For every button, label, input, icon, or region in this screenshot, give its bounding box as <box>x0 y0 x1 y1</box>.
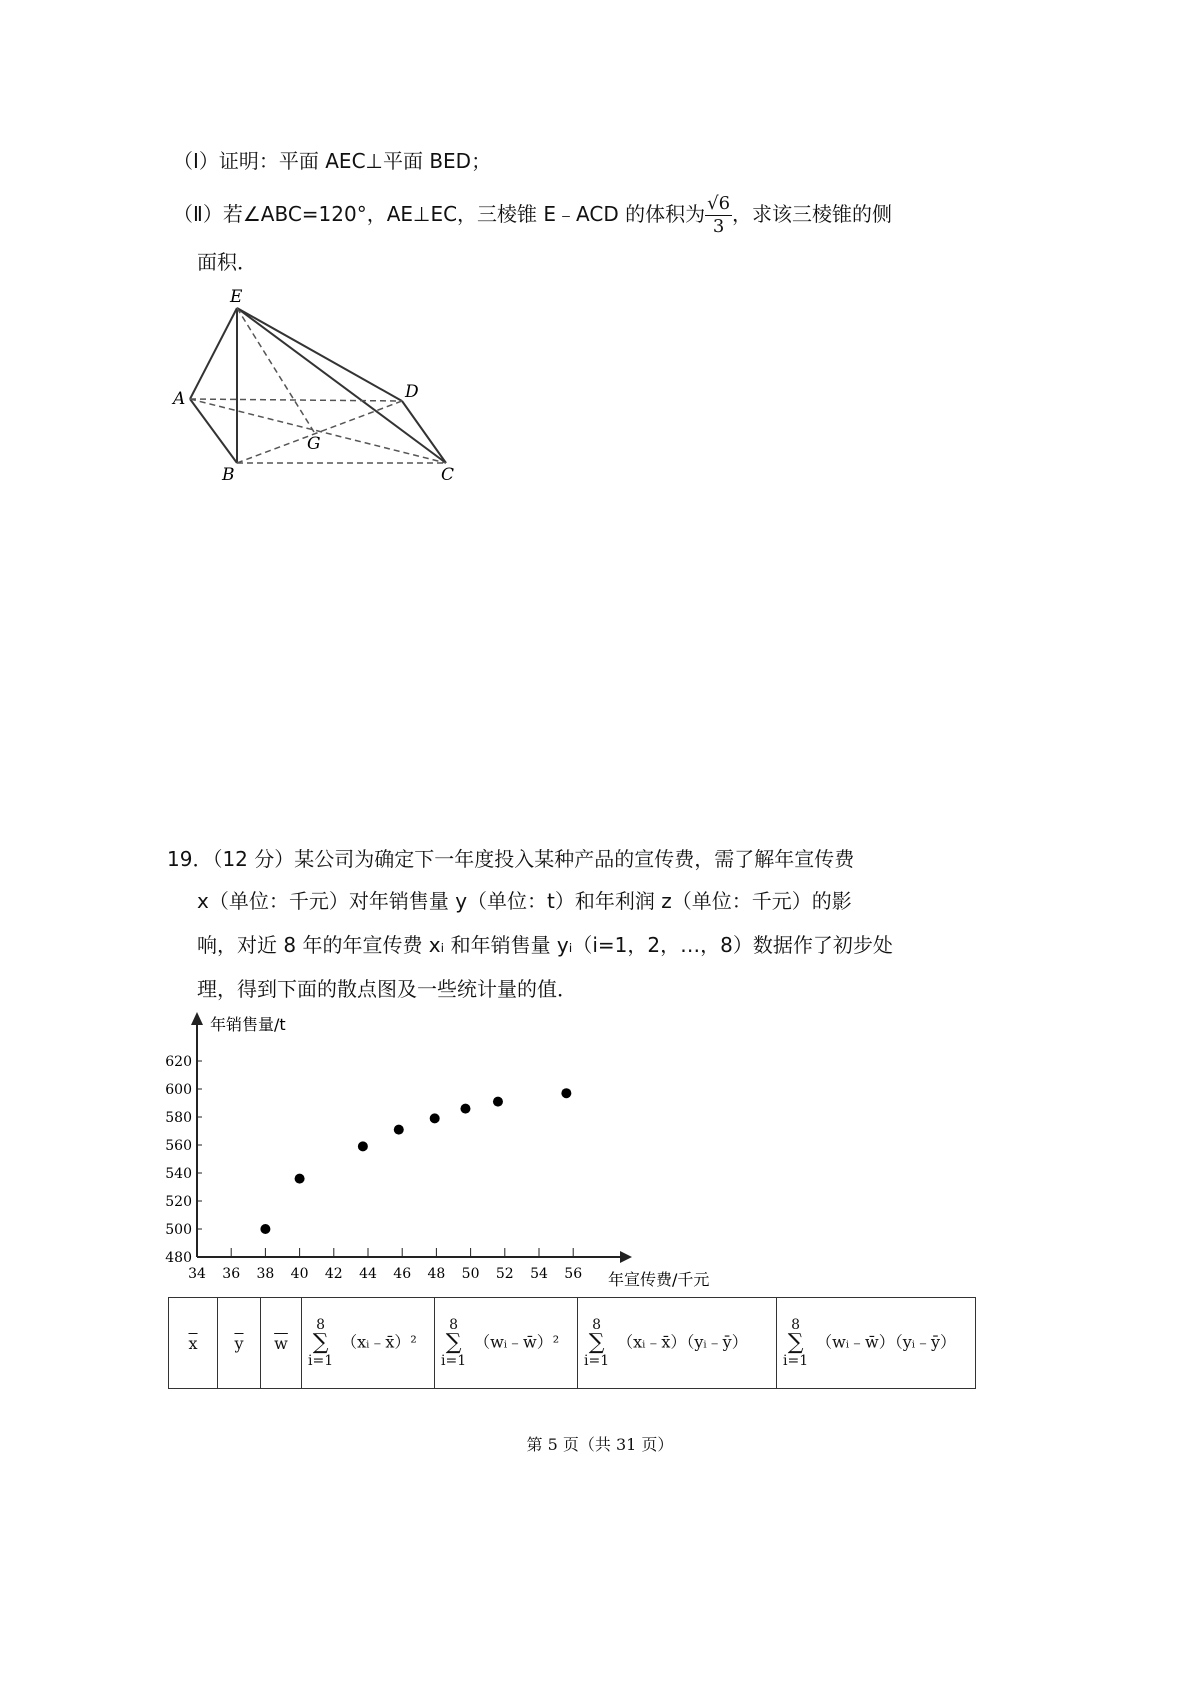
fraction-numerator: √6 <box>707 193 731 214</box>
y-tick-label: 540 <box>165 1166 192 1182</box>
part-2-b: ，求该三棱锥的侧 <box>732 202 893 226</box>
data-point <box>430 1113 440 1123</box>
x-tick-label: 54 <box>530 1266 548 1282</box>
q19-line-3: 响，对近 8 年的年宣传费 xᵢ 和年销售量 yᵢ（i=1，2，…，8）数据作了初步处 <box>197 933 893 957</box>
x-tick-label: 42 <box>324 1266 343 1282</box>
col-y-bar: $\overline{y}$ <box>218 1298 261 1389</box>
col-sum-ww: 8 ∑ i=1 （wᵢ﹣w̄）² <box>435 1298 578 1389</box>
data-point <box>394 1125 404 1135</box>
q19-line-1: 19．（12 分）某公司为确定下一年度投入某种产品的宣传费，需了解年宣传费 <box>167 847 855 871</box>
label-B: B <box>222 465 235 485</box>
x-tick-label: 40 <box>290 1266 309 1282</box>
y-tick-label: 600 <box>165 1082 192 1098</box>
col-w-bar: $\overline{w}$ <box>261 1298 302 1389</box>
part-2-continuation: 面积． <box>197 250 257 274</box>
x-tick-label: 52 <box>495 1266 514 1282</box>
x-axis-label: 年宣传费/千元 <box>608 1270 710 1289</box>
label-A: A <box>173 389 186 409</box>
x-tick-label: 34 <box>188 1266 206 1282</box>
statistics-table <box>168 1297 976 1389</box>
data-point <box>493 1097 503 1107</box>
x-tick-label: 46 <box>393 1266 412 1282</box>
y-tick-label: 560 <box>165 1138 192 1154</box>
col-sum-wy: 8 ∑ i=1 （wᵢ﹣w̄）（yᵢ﹣ȳ） <box>777 1298 976 1389</box>
x-tick-label: 44 <box>359 1266 377 1282</box>
col-sum-xx: 8 ∑ i=1 （xᵢ﹣x̄）² <box>302 1298 435 1389</box>
label-D: D <box>405 382 419 402</box>
page-footer: 第 5 页（共 31 页） <box>526 1435 674 1454</box>
data-point <box>260 1224 270 1234</box>
y-tick-label: 620 <box>165 1054 192 1070</box>
part-1-text: （Ⅰ）证明：平面 AEC⊥平面 BED； <box>173 149 492 173</box>
data-point <box>561 1088 571 1098</box>
y-tick-label: 480 <box>165 1250 192 1266</box>
y-tick-label: 500 <box>165 1222 192 1238</box>
x-tick-label: 36 <box>222 1266 241 1282</box>
label-G: G <box>307 434 321 454</box>
q19-line-2: x（单位：千元）对年销售量 y（单位：t）和年利润 z（单位：千元）的影 <box>197 889 852 913</box>
q19-line-4: 理，得到下面的散点图及一些统计量的值． <box>197 977 577 1001</box>
y-tick-label: 520 <box>165 1194 192 1210</box>
col-x-bar: $\overline{x}$ <box>169 1298 218 1389</box>
x-tick-label: 48 <box>427 1266 446 1282</box>
y-axis-arrow-icon <box>191 1012 203 1025</box>
col-sum-xy: 8 ∑ i=1 （xᵢ﹣x̄）（yᵢ﹣ȳ） <box>578 1298 777 1389</box>
x-tick-label: 38 <box>256 1266 275 1282</box>
data-point <box>358 1141 368 1151</box>
y-axis-label: 年销售量/t <box>210 1015 286 1034</box>
data-point <box>295 1174 305 1184</box>
x-tick-label: 56 <box>564 1266 583 1282</box>
part-2-a: （Ⅱ）若∠ABC=120°，AE⊥EC，三棱锥 E﹣ACD 的体积为 <box>173 202 706 226</box>
fraction-denominator: 3 <box>712 216 725 237</box>
x-tick-label: 50 <box>461 1266 480 1282</box>
y-tick-label: 580 <box>165 1110 192 1126</box>
data-point <box>460 1104 470 1114</box>
label-C: C <box>441 465 455 485</box>
label-E: E <box>230 287 243 307</box>
x-axis-arrow-icon <box>620 1251 632 1263</box>
